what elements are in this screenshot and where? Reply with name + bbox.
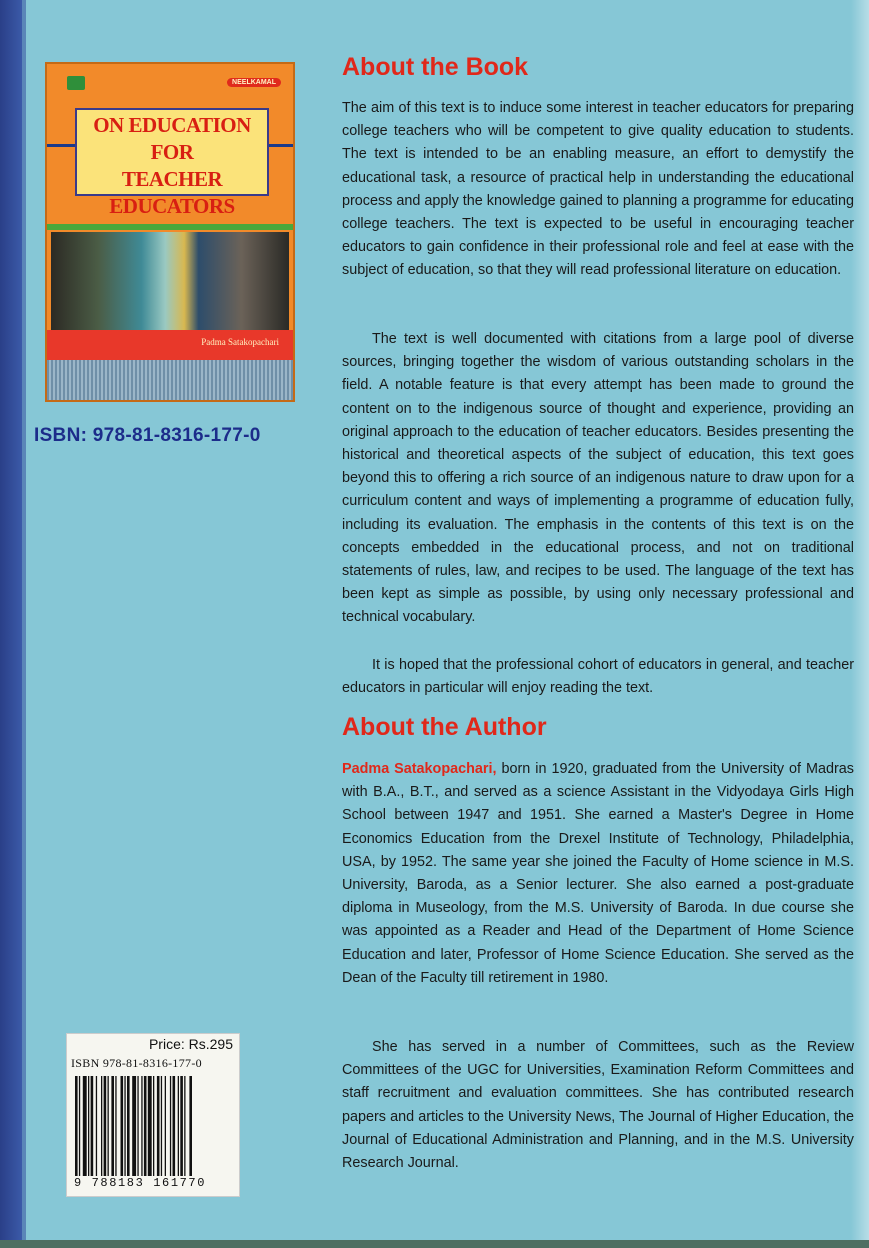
book-spine <box>0 0 22 1248</box>
cover-photo <box>51 232 289 330</box>
author-bio-text: born in 1920, graduated from the University of Madras with B.A., B.T., and served as a science Assistant in the Vidyodaya Girls High School between 1947 and 1951. She earned a Master's Degree in Home Economics Education from the Drexel Institute of Technology, Philadelphia, USA, by 1952. The same year she joined the Faculty of Home science in M.S. University, Baroda, as a Senior lecturer. She also earned a post-graduate diploma in Museology, from the M.S. University of Baroda. In due course she was appointed as a Reader and Head of the Department of Home Science Education and later, Professor of Home Science Education. She served as the Dean of the Faculty till retirement in 1980. <box>342 761 854 986</box>
cover-author: Padma Satakopachari <box>201 337 279 347</box>
cover-title-line: FOR <box>150 140 194 164</box>
book-cover-thumbnail <box>45 62 295 402</box>
publisher-badge: NEELKAMAL <box>227 78 281 87</box>
cover-title-line: TEACHER EDUCATORS <box>109 167 235 218</box>
price-label: Price: Rs.295 <box>148 1036 233 1052</box>
publisher-logo-icon <box>67 76 85 90</box>
cover-bottom-pattern <box>47 360 293 400</box>
barcode-isbn: ISBN 978-81-8316-177-0 <box>71 1056 202 1070</box>
isbn-label: ISBN: 978-81-8316-177-0 <box>34 425 261 446</box>
barcode-icon <box>75 1076 231 1178</box>
author-name: Padma Satakopachari, <box>342 761 497 777</box>
bottom-edge <box>0 1240 869 1248</box>
barcode-box <box>66 1033 240 1197</box>
about-book-paragraph: The aim of this text is to induce some interest in teacher educators for preparing college teachers who will be competent to give quality education to students. The text is intended to be an enabling measure, an effort to demystify the educational task, a resource of practical help in understanding the educational process and apply the knowledge gained to planning a programme for educating college teachers. The text is expected to be useful in encouraging teacher educators to gain confidence in their professional role and feel at ease with the subject of education, so that they will read professional literature on education. <box>342 100 855 279</box>
about-author-paragraph <box>342 758 854 990</box>
about-book-paragraph: The text is well documented with citations from a large pool of diverse sources, bringing together the wisdom of various outstanding scholars in the field. A notable feature is that every attempt has been made to ground the content on to the indigenous source of thought and experience, providing an original approach to the education of teacher educators. Besides presenting the historical and theoretical aspects of the subject of education, this text goes beyond this to offering a rich source of an indigenous nature to draw upon for a curriculum content and ways of implementing a programme of education fully, including its evaluation. The emphasis in the contents of this text is on the concepts embedded in the educational process, and not on traditional statements of rules, law, and recipes to be used. The language of the text has been kept as simple as possible, by using only necessary professional and technical vocabulary. <box>342 331 854 626</box>
cover-title-line: ON EDUCATION <box>93 113 251 137</box>
about-book-heading: About the Book <box>342 53 529 81</box>
barcode-digits: 9 788183 161770 <box>74 1176 207 1190</box>
about-book-paragraph: It is hoped that the professional cohort of educators in general, and teacher educators in particular will enjoy reading the text. <box>342 657 854 697</box>
cover-title <box>75 108 269 218</box>
about-author-paragraph: She has served in a number of Committees, such as the Review Committees of the UGC for Universities, Examination Reform Committees and staff recruitment and evaluation committees. She has contributed research papers and articles to the University News, The Journal of Higher Education, the Journal of Educational Administration and Planning, and in the M.S. University Research Journal. <box>342 1039 854 1172</box>
spine-edge <box>22 0 26 1248</box>
about-author-heading: About the Author <box>342 713 547 741</box>
cover-stripe <box>47 224 293 230</box>
